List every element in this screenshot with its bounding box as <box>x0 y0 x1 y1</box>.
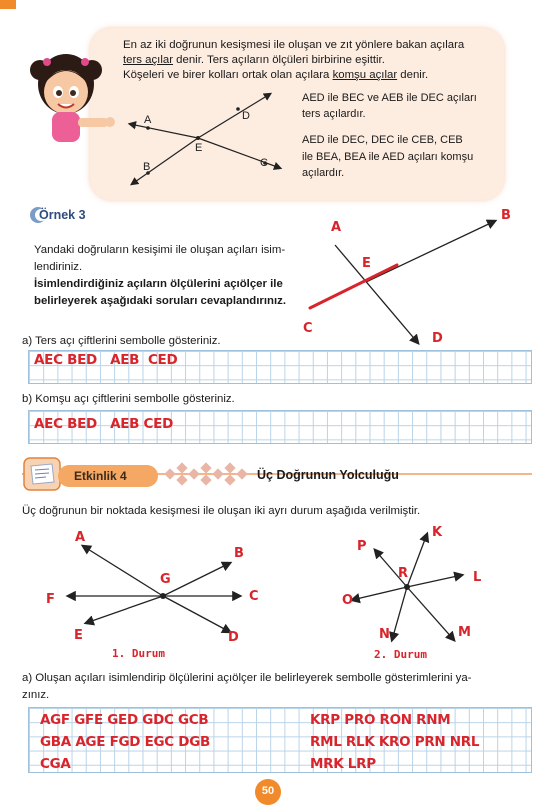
example-prompt-2 <box>34 276 310 310</box>
info-adjacent-line-3: açılardır. <box>302 167 345 179</box>
fig1-label-a: A <box>75 530 86 545</box>
question-a: a) Ters açı çiftlerini sembolle gösteriniz. <box>22 335 221 347</box>
question-b: b) Komşu açı çiftlerini sembolle gösteriniz. <box>22 393 235 405</box>
info-adjacent-line-1: AED ile DEC, DEC ile CEB, CEB <box>302 134 463 146</box>
fig2-label-r: R <box>398 566 409 581</box>
info-label-d: D <box>242 110 250 122</box>
info-opposite-line-1: AED ile BEC ve AEB ile DEC açıları <box>302 92 477 104</box>
page-number: 50 <box>255 779 281 805</box>
activity-question-line-1: a) Oluşan açıları isimlendirip ölçülerini açıölçer ile belirleyerek sembolle gösterimlerini ya- <box>22 672 472 684</box>
fig2-caption: 2. Durum <box>374 648 427 661</box>
info-label-a: A <box>144 114 152 126</box>
example-label-a: A <box>331 220 342 235</box>
activity-figure-2 <box>330 520 550 665</box>
info-label-c: C <box>260 157 268 169</box>
info-adjacent-text <box>302 132 473 182</box>
term-komsu-acilar: komşu açılar <box>332 69 398 81</box>
activity-answers-left <box>40 709 210 775</box>
definition-line-3-pre: Köşeleri ve birer kolları ortak olan açılara <box>123 69 333 81</box>
activity-title: Üç Doğrunun Yolculuğu <box>257 468 399 482</box>
info-label-b: B <box>143 161 151 173</box>
activity-answer-right-line-1: KRP PRO RON RNM <box>310 712 451 728</box>
activity-answers-right <box>310 709 479 775</box>
fig2-label-k: K <box>432 525 443 540</box>
example-prompt-2-line-1: İsimlendirdiğiniz açıların ölçülerini açıölçer ile <box>34 278 283 290</box>
example-label-b: B <box>501 208 511 223</box>
fig1-label-b: B <box>234 546 244 561</box>
answer-b-handwriting: AEC BED AEB CED <box>34 416 173 432</box>
activity-figure-1 <box>40 525 280 665</box>
activity-deco-diamonds-icon <box>162 456 258 492</box>
activity-intro: Üç doğrunun bir noktada kesişmesi ile oluşan iki ayrı durum aşağıda verilmiştir. <box>22 505 421 517</box>
activity-question-line-2: zınız. <box>22 689 50 701</box>
fig1-caption: 1. Durum <box>112 647 165 660</box>
example-title: Örnek 3 <box>39 208 86 222</box>
info-label-e: E <box>195 142 203 154</box>
definition-line-1: En az iki doğrunun kesişmesi ile oluşan ve zıt yönlere bakan açılara <box>123 39 465 51</box>
info-opposite-line-2: ters açılardır. <box>302 108 366 120</box>
fig1-label-d: D <box>228 630 239 645</box>
example-intersecting-lines-figure <box>300 205 554 355</box>
activity-answer-left-line-1: AGF GFE GED GDC GCB <box>40 712 209 728</box>
fig1-label-f: F <box>46 592 55 607</box>
example-prompt-1 <box>34 242 310 276</box>
fig2-label-o: O <box>342 593 354 608</box>
example-prompt-2-line-2: belirleyerek aşağıdaki soruları cevaplandırınız. <box>34 295 286 307</box>
example-prompt-1-line-1: Yandaki doğruların kesişimi ile oluşan açıları isim- <box>34 244 286 256</box>
fig1-label-c: C <box>249 589 259 604</box>
definition-line-3 <box>123 68 503 83</box>
example-label-c: C <box>303 321 313 336</box>
activity-answer-left-line-2: GBA AGE FGD EGC DGB <box>40 734 210 750</box>
example-label-e: E <box>362 256 371 271</box>
activity-answer-right-line-2: RML RLK KRO PRN NRL <box>310 734 480 750</box>
info-intersecting-lines-figure <box>120 88 300 188</box>
activity-label: Etkinlik 4 <box>74 469 127 483</box>
definition-line-2-text: denir. Ters açıların ölçüleri birbirine eşittir. <box>173 54 385 66</box>
activity-question <box>22 670 532 704</box>
definition-line-2 <box>123 53 503 68</box>
fig2-label-m: M <box>458 625 471 640</box>
info-adjacent-line-2: ile BEA, BEA ile AED açıları komşu <box>302 150 474 163</box>
fig1-label-e: E <box>74 628 83 643</box>
definition-line-3-post: denir. <box>397 69 429 81</box>
girl-mascot-icon <box>30 40 122 152</box>
example-label-d: D <box>432 331 443 346</box>
fig2-label-p: P <box>357 539 367 554</box>
fig2-label-n: N <box>379 627 390 642</box>
answer-a-handwriting: AEC BED AEB CED <box>34 352 178 368</box>
activity-answer-right-line-3: MRK LRP <box>310 756 376 772</box>
activity-answer-left-line-3: CGA <box>40 756 71 772</box>
example-prompt-1-line-2: lendiriniz. <box>34 261 83 273</box>
fig1-label-g: G <box>160 572 171 587</box>
info-opposite-text <box>302 90 477 122</box>
fig2-label-l: L <box>473 570 482 585</box>
page-corner-tab <box>0 0 16 9</box>
term-ters-acilar: ters açılar <box>123 54 174 66</box>
